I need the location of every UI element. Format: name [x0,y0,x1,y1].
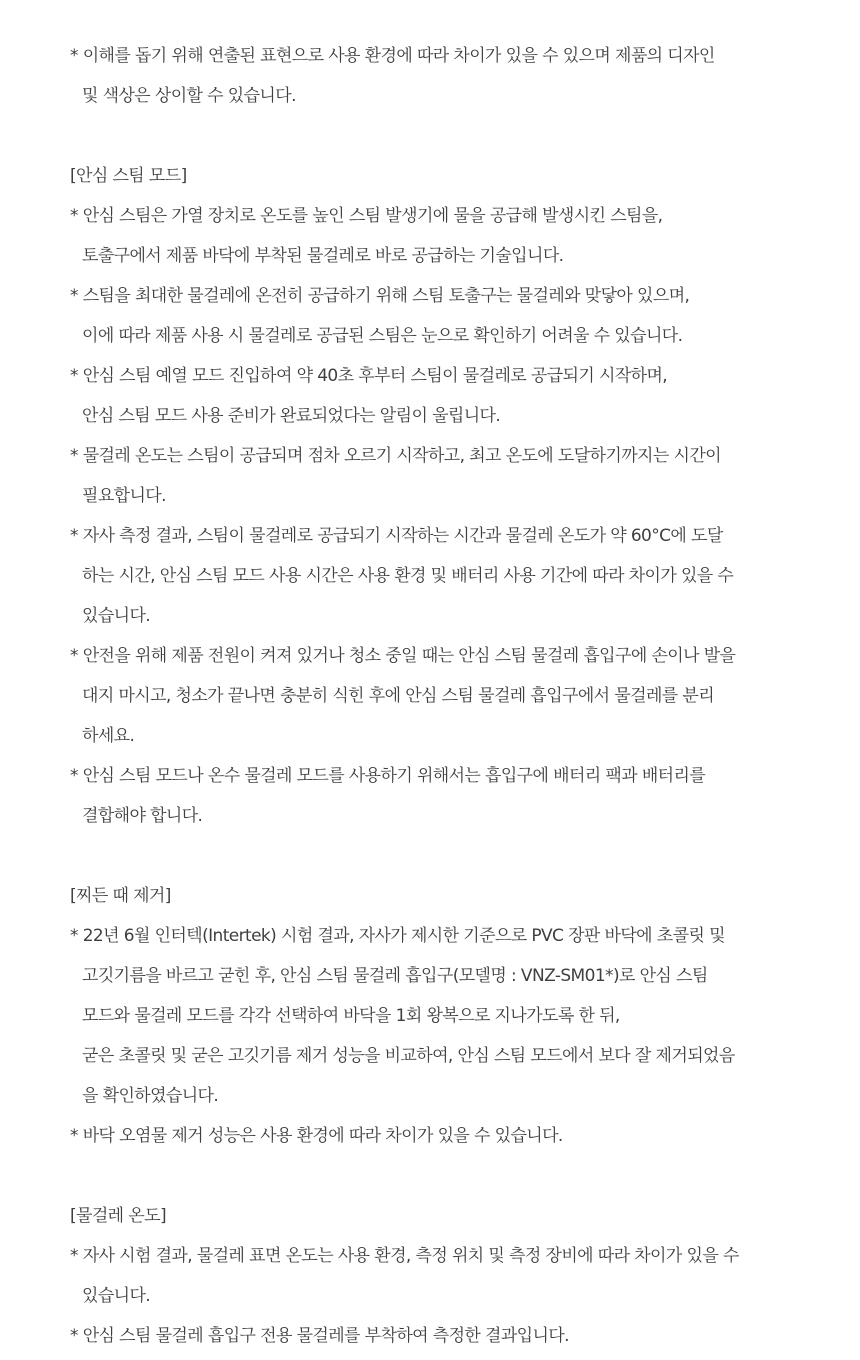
intro-note [70,40,850,120]
disclaimer-document [70,40,850,1360]
section-heading: [물걸레 온도] [70,1206,166,1226]
note-line: 고깃기름을 바르고 굳힌 후, 안심 스팀 물걸레 흡입구(모델명 : VNZ-SM01*)로 안심 스팀 [82,966,708,986]
note-line: * 안심 스팀은 가열 장치로 온도를 높인 스팀 발생기에 물을 공급해 발생시킨 스팀을, [70,206,663,226]
note-line: * 22년 6월 인터텍(Intertek) 시험 결과, 자사가 제시한 기준으로 PVC 장판 바닥에 초콜릿 및 [70,926,725,946]
note-line: 모드와 물걸레 모드를 각각 선택하여 바닥을 1회 왕복으로 지나가도록 한 뒤, [82,1006,620,1026]
note-line: 이에 따라 제품 사용 시 물걸레로 공급된 스팀은 눈으로 확인하기 어려울 수 있습니다. [82,326,683,346]
note-line: * 이해를 돕기 위해 연출된 표현으로 사용 환경에 따라 차이가 있을 수 있으며 제품의 디자인 [70,46,715,66]
note-line: * 자사 시험 결과, 물걸레 표면 온도는 사용 환경, 측정 위치 및 측정 장비에 따라 차이가 있을 수 [70,1246,739,1266]
note-line: * 스팀을 최대한 물걸레에 온전히 공급하기 위해 스팀 토출구는 물걸레와 맞닿아 있으며, [70,286,690,306]
section-spacer [70,840,850,880]
note-line: 필요합니다. [82,486,166,506]
section-heading: [찌든 때 제거] [70,886,171,906]
note-line: 을 확인하였습니다. [82,1086,219,1106]
section-spacer [70,1160,850,1200]
section-spacer [70,120,850,160]
section-mop-temperature [70,1200,850,1360]
note-line: * 안전을 위해 제품 전원이 켜져 있거나 청소 중일 때는 안심 스팀 물걸레 흡입구에 손이나 발을 [70,646,736,666]
note-line: 있습니다. [82,1286,151,1306]
note-line: 대지 마시고, 청소가 끝나면 충분히 식힌 후에 안심 스팀 물걸레 흡입구에서 물걸레를 분리 [82,686,715,706]
section-heading: [안심 스팀 모드] [70,166,187,186]
note-line: 하세요. [82,726,135,746]
note-line: 및 색상은 상이할 수 있습니다. [82,86,296,106]
note-line: 안심 스팀 모드 사용 준비가 완료되었다는 알림이 울립니다. [82,406,501,426]
note-line: 굳은 초콜릿 및 굳은 고깃기름 제거 성능을 비교하여, 안심 스팀 모드에서 보다 잘 제거되었음 [82,1046,735,1066]
note-line: * 안심 스팀 물걸레 흡입구 전용 물걸레를 부착하여 측정한 결과입니다. [70,1326,569,1346]
note-line: 있습니다. [82,606,151,626]
note-line: 토출구에서 제품 바닥에 부착된 물걸레로 바로 공급하는 기술입니다. [82,246,564,266]
note-line: * 물걸레 온도는 스팀이 공급되며 점차 오르기 시작하고, 최고 온도에 도달하기까지는 시간이 [70,446,721,466]
note-line: 하는 시간, 안심 스팀 모드 사용 시간은 사용 환경 및 배터리 사용 기간에 따라 차이가 있을 수 [82,566,734,586]
note-line: * 자사 측정 결과, 스팀이 물걸레로 공급되기 시작하는 시간과 물걸레 온도가 약 60°C에 도달 [70,526,723,546]
section-stain-removal [70,880,850,1160]
note-line: 결합해야 합니다. [82,806,203,826]
note-line: * 안심 스팀 모드나 온수 물걸레 모드를 사용하기 위해서는 흡입구에 배터리 팩과 배터리를 [70,766,706,786]
note-line: * 안심 스팀 예열 모드 진입하여 약 40초 후부터 스팀이 물걸레로 공급되기 시작하며, [70,366,668,386]
section-steam-mode [70,160,850,840]
note-line: * 바닥 오염물 제거 성능은 사용 환경에 따라 차이가 있을 수 있습니다. [70,1126,563,1146]
